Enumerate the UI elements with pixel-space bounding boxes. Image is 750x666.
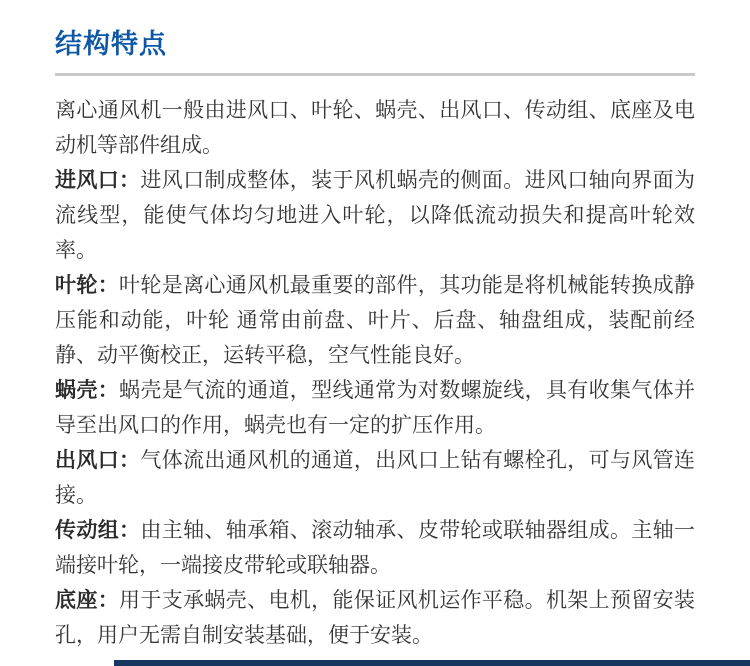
section-paragraph (55, 163, 695, 268)
section-paragraph (55, 443, 695, 513)
section-label: 蜗壳： (55, 379, 120, 403)
section-label: 底座： (55, 589, 120, 613)
section-paragraph (55, 268, 695, 373)
section-text: 进风口制成整体，装于风机蜗壳的侧面。进风口轴向界面为流线型，能使气体均匀地进入叶轮，以降低流动损失和提高叶轮效率。 (55, 169, 696, 263)
title-divider (55, 73, 695, 76)
section-label: 传动组： (55, 519, 141, 543)
section-paragraph (55, 513, 695, 583)
section-text: 用于支承蜗壳、电机，能保证风机运作平稳。机架上预留安装孔，用户无需自制安装基础，便于安装。 (55, 589, 696, 648)
section-paragraph (55, 583, 695, 653)
section-label: 出风口： (55, 449, 141, 473)
article-body (0, 93, 750, 653)
page-title: 结构特点 (55, 29, 167, 59)
section-text: 由主轴、轴承箱、滚动轴承、皮带轮或联轴器组成。主轴一端接叶轮，一端接皮带轮或联轴器。 (55, 519, 696, 578)
section-text: 蜗壳是气流的通道，型线通常为对数螺旋线，具有收集气体并导至出风口的作用，蜗壳也有一定的扩压作用。 (55, 379, 696, 438)
intro-paragraph: 离心通风机一般由进风口、叶轮、蜗壳、出风口、传动组、底座及电动机等部件组成。 (55, 99, 695, 158)
section-text: 气体流出通风机的通道，出风口上钻有螺栓孔，可与风管连接。 (55, 449, 696, 508)
section-label: 进风口： (55, 169, 141, 193)
section-list (55, 163, 695, 653)
footer-accent-bar (114, 660, 750, 666)
section-text: 叶轮是离心通风机最重要的部件，其功能是将机械能转换成静压能和动能，叶轮 通常由前盘、叶片、后盘、轴盘组成，装配前经静、动平衡校正，运转平稳，空气性能良好。 (55, 274, 696, 368)
section-label: 叶轮： (55, 274, 120, 298)
section-paragraph (55, 373, 695, 443)
